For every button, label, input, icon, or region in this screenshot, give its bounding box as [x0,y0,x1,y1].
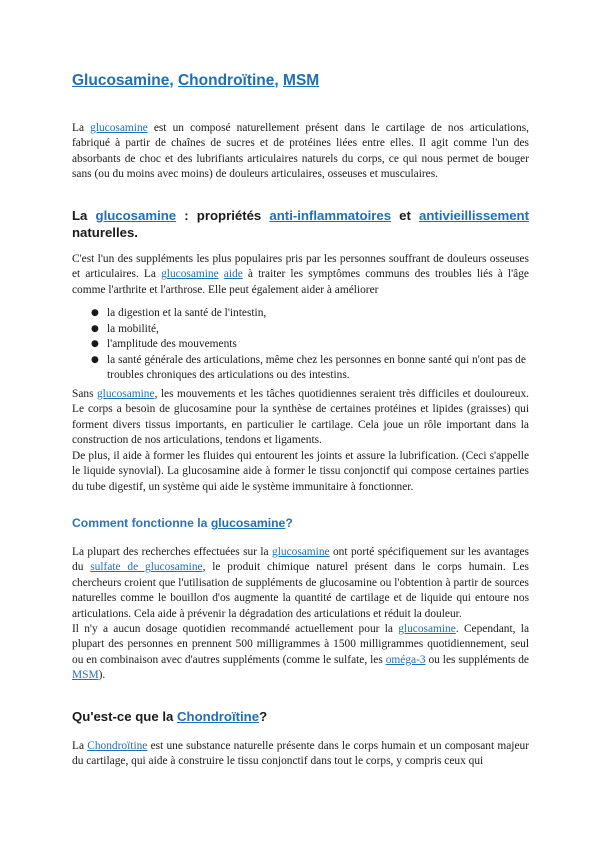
link-chondroitine[interactable]: Chondroïtine [87,740,148,752]
link-anti-inflammatoires[interactable]: anti-inflammatoires [269,208,392,223]
link-glucosamine[interactable]: glucosamine [96,388,155,400]
text-run: ou les suppléments de [425,653,529,666]
list-item-text: la santé générale des articulations, même chez les personnes en bonne santé qui n'ont pas de troubles chroniques des articulations ou des intestins. [107,354,526,382]
paragraph-recherches [72,545,529,622]
paragraph-fluides: De plus, il aide à former les fluides qui entourent les joints et assure la lubrification. (Ceci s'appelle le liquide synovial). La glucosamine aide à former le tissu conjonctif qui compose certaines parties du tube digestif, un système qui aide le système immunitaire à fonctionner. [72,450,529,493]
text-run: Il n'y a aucun dosage quotidien recommandé actuellement pour la [72,623,399,635]
text-run: La [72,122,91,134]
text-run: La plupart des recherches effectuées sur la [72,546,273,558]
section-heading-proprietes [72,207,529,241]
list-item-text: l'amplitude des mouvements [107,338,237,351]
text-run: ? [285,516,293,530]
paragraph-supplements [72,252,529,298]
link-msm[interactable]: MSM [72,669,99,682]
list-item-text: la digestion et la santé de l'intestin, [107,307,267,319]
intro-paragraph [72,121,529,183]
text-run: : propriétés [176,208,270,223]
link-glucosamine[interactable]: glucosamine [210,516,286,530]
text-run: ont porté spécifiquement sur les avantages du [72,546,529,574]
title-link-chondroitine[interactable]: Chondroïtine [177,72,275,89]
link-chondroitine[interactable]: Chondroïtine [177,709,260,724]
bullet-icon: ● [91,308,99,318]
title-link-msm[interactable]: MSM [283,72,320,89]
text-run: La [72,740,88,752]
text-run: Qu'est-ce que la [72,709,178,724]
text-run: , les mouvements et les tâches quotidiennes seraient très difficiles et douloureux. Le corps a besoin de glucosamine pour la synthèse de certaines protéines et lipides (graisses) qui forment divers tissus importants, en particulier le cartilage. Cela joue un rôle important dans la construction de nos articulations, tendons et ligaments. [72,388,529,447]
text-run: naturelles. [72,225,138,240]
text-run: La [72,208,96,223]
text-run: Sans [72,388,97,400]
bullet-icon: ● [91,323,99,334]
page-title [72,72,319,90]
list-item-text: la mobilité, [107,322,159,335]
link-glucosamine[interactable]: glucosamine [95,208,177,223]
link-glucosamine[interactable]: glucosamine [272,546,330,558]
paragraph-sans-glucosamine [72,387,529,449]
list-item [72,322,532,337]
link-glucosamine[interactable]: glucosamine [90,122,148,134]
text-run: , le produit chimique naturel présent dans le corps humain. Les chercheurs croient que l'utilisation de suppléments de glucosamine ou l'obtention à partir de sources naturelles comme le bouillon d'os augmente la quantité de cartilage et de liquide qui entoure nos articulations. Cela aide à prévenir la dégradation des articulations et réduit la douleur. [72,561,529,620]
text-run: et [391,208,420,223]
bullet-icon: ● [91,339,99,350]
list-item [72,306,532,321]
text-run: Comment fonctionne la [72,516,211,530]
section-heading-chondroitine [72,709,529,724]
text-run: C'est l'un des suppléments les plus populaires pris par les personnes souffrant de douleurs osseuses et articulaires. La [72,253,529,281]
text-run: ). [98,669,106,682]
link-glucosamine[interactable]: glucosamine [161,268,219,281]
title-separator: , [169,72,178,89]
section-heading-comment-fonctionne [72,516,529,530]
text-run: à traiter les symptômes communs des troubles liés à l'âge comme l'arthrite et l'arthrose. Elle peut également aider à améliorer [72,268,529,296]
link-omega-3[interactable]: oméga-3 [385,653,426,666]
list-item [72,353,532,383]
link-antivieillissement[interactable]: antivieillissement [419,208,529,223]
bullet-icon: ● [91,355,99,366]
list-item [72,337,532,352]
link-glucosamine[interactable]: glucosamine [398,623,456,635]
text-run: ? [259,709,268,724]
link-sulfate-de-glucosamine[interactable]: sulfate de glucosamine [90,561,203,574]
benefits-list [72,306,532,384]
text-run: est un composé naturellement présent dans le cartilage de nos articulations, fabriqué à partir de chaînes de sucres et de protéines liées entre elles. Il agit comme l'un des absorbants de choc et des lubrifiants articulaires naturels du corps, ce qui nous permet de bouger sans (ou du moins avec moins) de douleurs articulaires, osseuses et musculaires. [72,122,529,181]
text-run: est une substance naturelle présente dans le corps humain et un composant majeur du cartilage, qui aide à construire le tissu conjonctif dans tout le corps, y compris ceux qui [72,740,529,768]
link-aide[interactable]: aide [223,268,243,281]
title-link-glucosamine[interactable]: Glucosamine [72,72,170,89]
paragraph-dosage [72,622,529,684]
text-run: . Cependant, la plupart des personnes en prennent 500 milligrammes à 1500 milligrammes quotidiennement, seul ou en combinaison avec d'autres suppléments (comme le sulfate, les [72,623,529,666]
title-separator: , [274,72,284,89]
paragraph-chondroitine [72,739,529,770]
